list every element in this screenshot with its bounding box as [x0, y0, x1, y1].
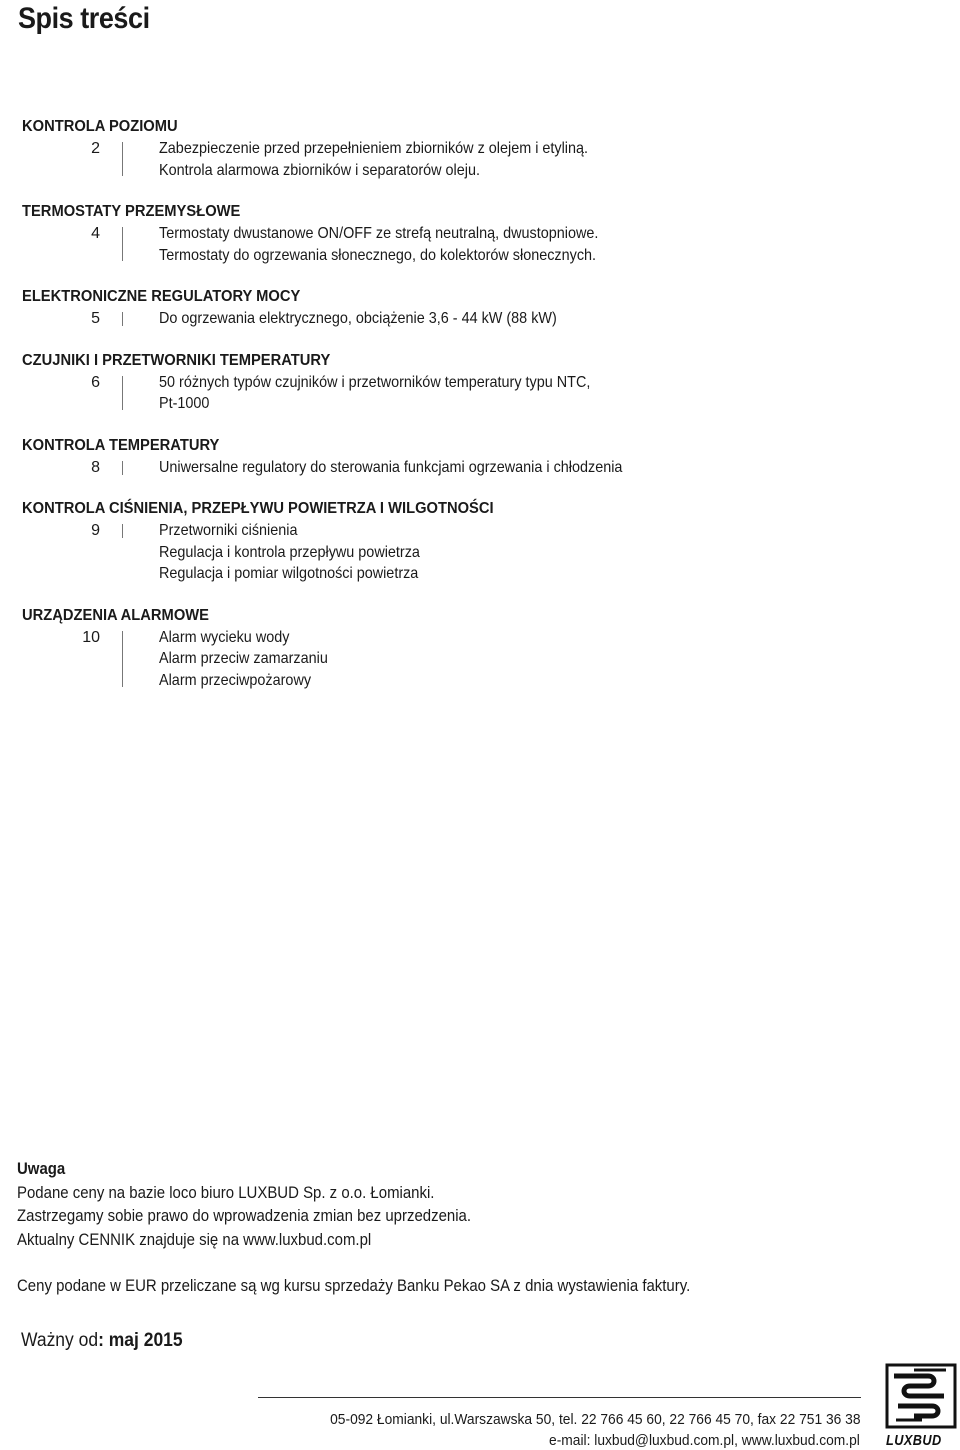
- entry-divider: [122, 631, 123, 687]
- toc-entry: [22, 137, 922, 181]
- validity-date: Ważny od: maj 2015: [21, 1330, 183, 1351]
- entry-divider: [122, 142, 123, 176]
- notes-heading: Uwaga: [17, 1159, 66, 1178]
- page-number: 5: [91, 310, 100, 327]
- toc-section: [22, 350, 922, 415]
- entry-line: Termostaty do ogrzewania słonecznego, do kolektorów słonecznych.: [159, 246, 597, 264]
- entry-divider: [122, 312, 123, 326]
- entry-description: [159, 456, 674, 479]
- toc-entry: [22, 519, 922, 585]
- toc-section: [22, 201, 922, 266]
- entry-line: 50 różnych typów czujników i przetworników temperatury typu NTC,: [159, 373, 591, 391]
- entry-line: Alarm przeciwpożarowy: [159, 671, 312, 689]
- page-number: 8: [91, 458, 100, 476]
- toc-section: [22, 605, 922, 692]
- entry-line: Do ogrzewania elektrycznego, obciążenie 3,6 - 44 kW (88 kW): [159, 310, 557, 327]
- table-of-contents: [22, 116, 922, 711]
- toc-section: [22, 286, 922, 330]
- toc-entry: [22, 371, 922, 415]
- toc-entry: [22, 626, 922, 692]
- logo-text: LUXBUD: [886, 1432, 942, 1449]
- notes-block: [17, 1157, 917, 1298]
- page-number: 4: [91, 225, 100, 242]
- toc-entry: [22, 456, 922, 479]
- entry-line: Alarm przeciw zamarzaniu: [159, 650, 328, 667]
- entry-description: [159, 626, 347, 692]
- toc-section: [22, 116, 922, 181]
- entry-description: [159, 519, 449, 585]
- entry-divider: [122, 524, 123, 538]
- notes-line: Zastrzegamy sobie prawo do wprowadzenia zmian bez uprzedzenia.: [17, 1206, 472, 1225]
- entry-line: Regulacja i pomiar wilgotności powietrza: [159, 565, 419, 582]
- validity-value: maj 2015: [108, 1330, 183, 1351]
- entry-line: Pt-1000: [159, 395, 210, 412]
- validity-label: Ważny od: [21, 1330, 99, 1351]
- section-heading: KONTROLA POZIOMU: [22, 118, 178, 135]
- entry-description: [159, 371, 638, 415]
- footer-divider: [258, 1397, 861, 1398]
- section-heading: CZUJNIKI I PRZETWORNIKI TEMPERATURY: [22, 351, 331, 369]
- entry-divider: [122, 461, 123, 475]
- toc-entry: [22, 222, 922, 266]
- section-heading: KONTROLA CIŚNIENIA, PRZEPŁYWU POWIETRZA I WILGOTNOŚCI: [22, 500, 494, 517]
- footer-address: 05-092 Łomianki, ul.Warszawska 50, tel. 22 766 45 60, 22 766 45 70, fax 22 751 36 38: [329, 1411, 860, 1428]
- entry-divider: [122, 376, 123, 410]
- entry-line: Alarm wycieku wody: [159, 628, 290, 646]
- notes-spacer: [17, 1251, 917, 1274]
- entry-description: [159, 307, 601, 330]
- page-title: Spis treści: [18, 2, 150, 35]
- notes-line: Aktualny CENNIK znajduje się na www.luxbud.com.pl: [17, 1229, 372, 1249]
- page-number: 6: [91, 373, 100, 391]
- section-heading: ELEKTRONICZNE REGULATORY MOCY: [22, 288, 301, 305]
- page-number: 2: [91, 140, 100, 157]
- entry-line: Regulacja i kontrola przepływu powietrza: [159, 543, 420, 561]
- notes-line: Ceny podane w EUR przeliczane są wg kursu sprzedaży Banku Pekao SA z dnia wystawienia faktury.: [17, 1276, 691, 1295]
- entry-line: Zabezpieczenie przed przepełnieniem zbiorników z olejem i etyliną.: [159, 140, 589, 157]
- toc-entry: [22, 307, 922, 330]
- toc-section: [22, 435, 922, 479]
- entry-line: Kontrola alarmowa zbiorników i separatorów oleju.: [159, 161, 480, 179]
- toc-section: [22, 498, 922, 585]
- page-number: 9: [91, 522, 100, 539]
- footer-contact: e-mail: luxbud@luxbud.com.pl, www.luxbud.com.pl: [549, 1432, 860, 1449]
- section-heading: TERMOSTATY PRZEMYSŁOWE: [22, 203, 241, 220]
- entry-divider: [122, 227, 123, 261]
- page-number: 10: [82, 628, 100, 646]
- entry-line: Termostaty dwustanowe ON/OFF ze strefą neutralną, dwustopniowe.: [159, 225, 599, 242]
- entry-line: Przetworniki ciśnienia: [159, 522, 298, 539]
- notes-line: Podane ceny na bazie loco biuro LUXBUD Sp. z o.o. Łomianki.: [17, 1182, 435, 1202]
- entry-description: [159, 137, 636, 181]
- entry-description: [159, 222, 647, 266]
- entry-line: Uniwersalne regulatory do sterowania funkcjami ogrzewania i chłodzenia: [159, 458, 623, 476]
- section-heading: KONTROLA TEMPERATURY: [22, 436, 220, 454]
- section-heading: URZĄDZENIA ALARMOWE: [22, 606, 209, 624]
